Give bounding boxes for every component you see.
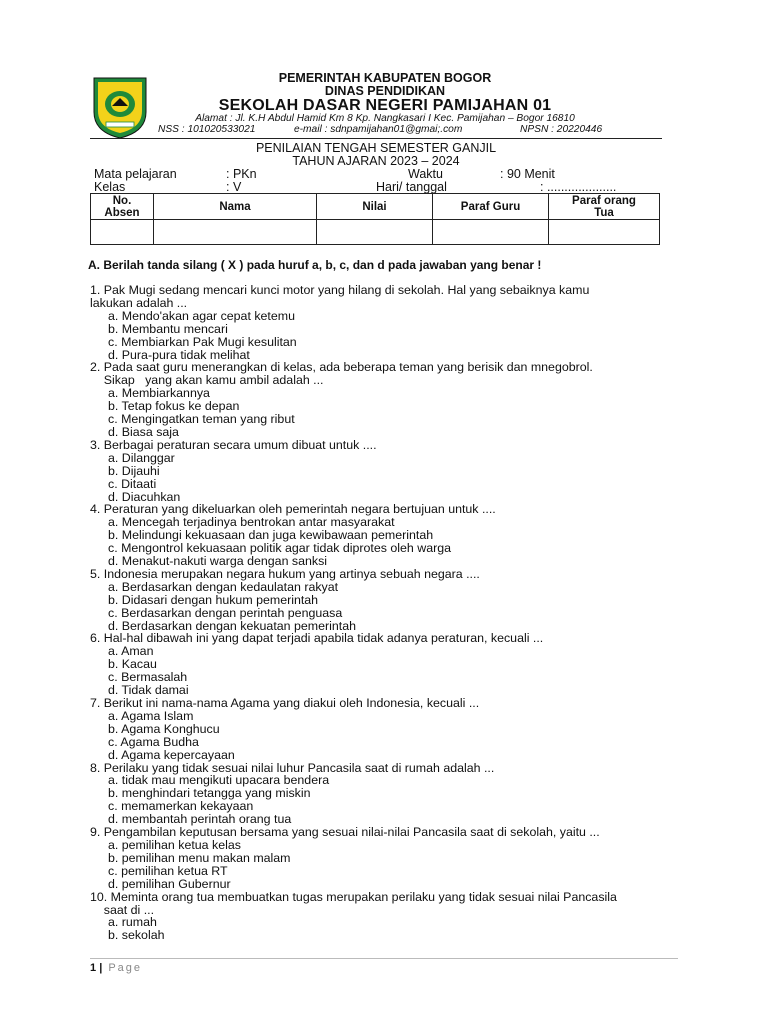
- page-number: 1: [90, 962, 97, 974]
- exam-title: PENILAIAN TENGAH SEMESTER GANJIL: [255, 141, 497, 155]
- answer-option[interactable]: b. sekolah: [108, 928, 165, 943]
- answer-option[interactable]: a. pemilihan ketua kelas: [108, 837, 241, 852]
- answer-option[interactable]: d. Tidak damai: [108, 683, 189, 698]
- cell-paraf-orang-tua[interactable]: [549, 220, 660, 245]
- subject-label: Mata pelajaran: [94, 167, 177, 181]
- answer-option[interactable]: a. Berdasarkan dengan kedaulatan rakyat: [108, 579, 339, 594]
- question-item: [90, 503, 690, 568]
- answer-option[interactable]: b. menghindari tetangga yang miskin: [108, 786, 311, 801]
- question-text: 3. Berbagai peraturan secara umum dibuat untuk ....: [90, 437, 377, 452]
- question-item: [90, 284, 690, 361]
- answer-option[interactable]: b. Kacau: [108, 657, 157, 672]
- question-text: 5. Indonesia merupakan negara hukum yang artinya sebuah negara ....: [90, 566, 480, 581]
- answer-option[interactable]: a. Agama Islam: [108, 708, 194, 723]
- answer-option[interactable]: c. Bermasalah: [108, 670, 188, 685]
- subject-value: : PKn: [226, 167, 257, 181]
- question-item: [90, 361, 690, 438]
- answer-option[interactable]: b. Agama Konghucu: [108, 721, 220, 736]
- score-table: [90, 193, 660, 245]
- answer-option[interactable]: b. Dijauhi: [108, 463, 160, 478]
- answer-option[interactable]: d. Agama kepercayaan: [108, 747, 235, 762]
- page-footer: [90, 962, 142, 974]
- answer-option[interactable]: a. Aman: [108, 644, 154, 659]
- header-paraf-guru: Paraf Guru: [433, 194, 549, 220]
- answer-option[interactable]: a. Mendo'akan agar cepat ketemu: [108, 308, 295, 323]
- answer-option[interactable]: c. Ditaati: [108, 476, 157, 491]
- answer-option[interactable]: c. memamerkan kekayaan: [108, 799, 254, 814]
- score-table-header: [91, 194, 660, 220]
- school-npsn: NPSN : 20220446: [520, 124, 603, 135]
- school-email: e-mail : sdnpamijahan01@gmai;.com: [294, 124, 463, 135]
- answer-option[interactable]: b. pemilihan menu makan malam: [108, 850, 291, 865]
- answer-option[interactable]: c. Membiarkan Pak Mugi kesulitan: [108, 334, 297, 349]
- question-text: 8. Perilaku yang tidak sesuai nilai luhur Pancasila saat di rumah adalah ...: [90, 760, 495, 775]
- answer-option[interactable]: c. pemilihan ketua RT: [108, 863, 228, 878]
- question-text: 9. Pengambilan keputusan bersama yang sesuai nilai-nilai Pancasila saat di sekolah, yaitu ...: [90, 825, 600, 840]
- bogor-emblem-icon: [90, 74, 150, 140]
- answer-option[interactable]: d. Pura-pura tidak melihat: [108, 347, 250, 362]
- question-item: [90, 439, 690, 504]
- header-nilai: Nilai: [317, 194, 433, 220]
- answer-option[interactable]: c. Mengingatkan teman yang ribut: [108, 412, 295, 427]
- answer-option[interactable]: d. Biasa saja: [108, 424, 179, 439]
- answer-option[interactable]: d. membantah perintah orang tua: [108, 812, 292, 827]
- cell-paraf-guru[interactable]: [433, 220, 549, 245]
- school-address: Alamat : Jl. K.H Abdul Hamid Km 8 Kp. Nangkasari I Kec. Pamijahan – Bogor 16810: [195, 113, 575, 124]
- date-value: : ....................: [540, 180, 617, 194]
- question-text: 7. Berikut ini nama-nama Agama yang diakui oleh Indonesia, kecuali ...: [90, 696, 480, 710]
- answer-option[interactable]: a. tidak mau mengikuti upacara bendera: [108, 773, 330, 788]
- answer-option[interactable]: c. Berdasarkan dengan perintah penguasa: [108, 605, 343, 620]
- answer-option[interactable]: d. Berdasarkan dengan kekuatan pemerintah: [108, 618, 356, 633]
- header-paraf-orang-tua: Paraf orang Tua: [549, 194, 660, 220]
- score-table-input-row: [91, 220, 660, 245]
- exam-year: TAHUN AJARAN 2023 – 2024: [292, 154, 460, 168]
- answer-option[interactable]: d. Diacuhkan: [108, 489, 181, 504]
- answer-option[interactable]: c. Agama Budha: [108, 734, 199, 749]
- question-text: 4. Peraturan yang dikeluarkan oleh pemerintah negara bertujuan untuk ....: [90, 502, 496, 517]
- section-a-instruction: A. Berilah tanda silang ( X ) pada huruf a, b, c, dan d pada jawaban yang benar !: [88, 258, 542, 272]
- school-name: SEKOLAH DASAR NEGERI PAMIJAHAN 01: [218, 97, 552, 114]
- question-item: [90, 632, 690, 697]
- question-list: [90, 284, 690, 942]
- header-divider: [90, 138, 662, 139]
- footer-divider: [90, 958, 678, 959]
- question-text: 6. Hal-hal dibawah ini yang dapat terjadi apabila tidak adanya peraturan, kecuali ...: [90, 631, 544, 646]
- school-logo: [90, 74, 150, 140]
- question-text: 1. Pak Mugi sedang mencari kunci motor yang hilang di sekolah. Hal yang sebaiknya kamu lakukan adalah ...: [90, 283, 590, 310]
- answer-option[interactable]: a. rumah: [108, 915, 157, 930]
- question-text: 10. Meminta orang tua membuatkan tugas merupakan perilaku yang tidak sesuai nilai Pancasila saat di ...: [90, 889, 617, 917]
- answer-option[interactable]: a. Mencegah terjadinya bentrokan antar masyarakat: [108, 515, 395, 530]
- page-label: Page: [108, 962, 143, 974]
- answer-option[interactable]: d. Menakut-nakuti warga dengan sanksi: [108, 554, 328, 569]
- cell-nama[interactable]: [154, 220, 317, 245]
- school-nss: NSS : 101020533021: [158, 124, 256, 135]
- answer-option[interactable]: c. Mengontrol kekuasaan politik agar tidak diprotes oleh warga: [108, 541, 452, 556]
- department-title: DINAS PENDIDIKAN: [324, 84, 446, 98]
- answer-option[interactable]: b. Tetap fokus ke depan: [108, 399, 240, 414]
- question-item: [90, 826, 690, 891]
- answer-option[interactable]: b. Membantu mencari: [108, 321, 228, 336]
- date-label: Hari/ tanggal: [376, 180, 447, 194]
- time-label: Waktu: [408, 167, 443, 181]
- answer-option[interactable]: b. Didasari dengan hukum pemerintah: [108, 592, 319, 607]
- answer-option[interactable]: a. Dilanggar: [108, 450, 175, 465]
- cell-no-absen[interactable]: [91, 220, 154, 245]
- answer-option[interactable]: a. Membiarkannya: [108, 386, 210, 401]
- header-no-absen: No. Absen: [91, 194, 154, 220]
- question-item: [90, 891, 690, 943]
- page-separator: |: [99, 962, 103, 974]
- answer-option[interactable]: b. Melindungi kekuasaan dan juga kewibawaan pemerintah: [108, 528, 434, 543]
- question-item: [90, 762, 690, 827]
- class-value: : V: [226, 180, 242, 194]
- header-nama: Nama: [154, 194, 317, 220]
- answer-option[interactable]: d. pemilihan Gubernur: [108, 876, 231, 891]
- time-value: : 90 Menit: [500, 167, 555, 181]
- question-item: [90, 697, 690, 762]
- question-text: 2. Pada saat guru menerangkan di kelas, ada beberapa teman yang berisik dan mnegobrol. Sikap yang akan kamu ambil adalah ...: [90, 360, 593, 388]
- cell-nilai[interactable]: [317, 220, 433, 245]
- question-item: [90, 568, 690, 633]
- government-title: PEMERINTAH KABUPATEN BOGOR: [278, 71, 492, 85]
- class-label: Kelas: [94, 180, 126, 194]
